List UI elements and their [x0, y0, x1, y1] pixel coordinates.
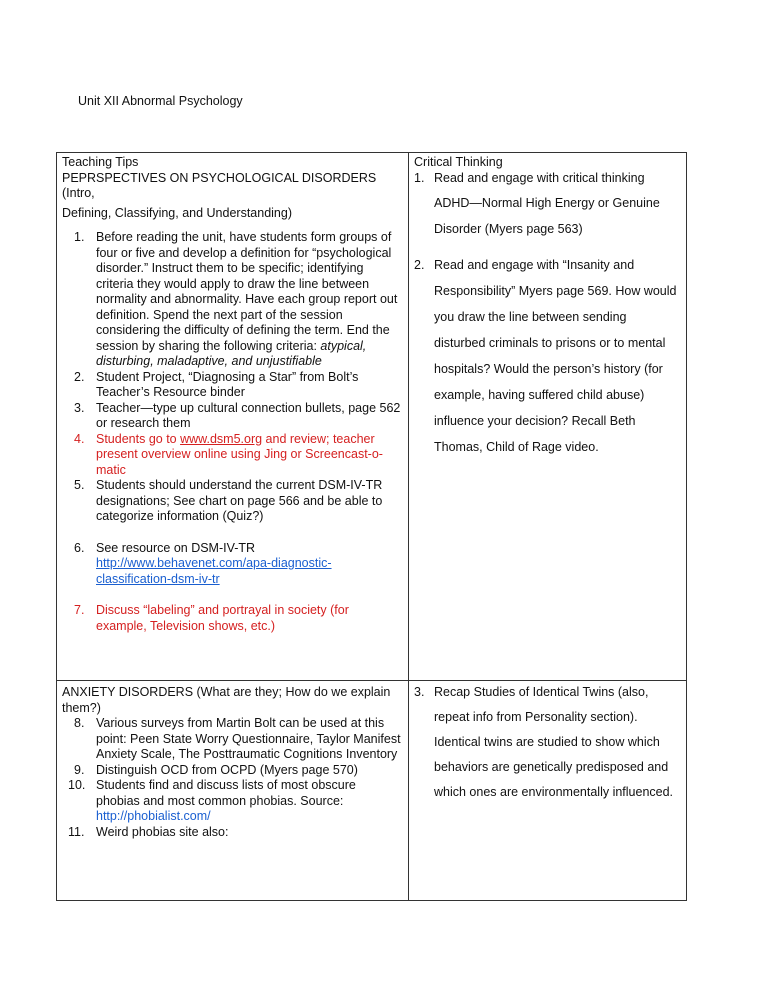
list-item: 2. Student Project, “Diagnosing a Star” from Bolt’s Teacher’s Resource binder [74, 369, 359, 399]
unit-table [56, 152, 687, 901]
anxiety-tips-cell [57, 681, 409, 901]
list-item: 1. Read and engage with critical thinking ADHD—Normal High Energy or Genuine Disorder (Myers page 563) [414, 170, 660, 236]
table-row [57, 681, 687, 901]
list-item: 5. Students should understand the current DSM-IV-TR designations; See chart on page 566 and be able to categorize information (Quiz?) [74, 478, 383, 523]
critical-thinking-cell [409, 153, 687, 681]
list-item: 8. Various surveys from Martin Bolt can be used at this point: Peen State Worry Questionnaire, Taylor Manifest Anxiety Scale, The Posttraumatic Cognitions Inventory [74, 716, 401, 761]
critical-thinking-list [414, 171, 681, 461]
anxiety-tips-list [62, 716, 403, 840]
teaching-tips-header: Teaching Tips [62, 155, 139, 169]
list-item: 10. Students find and discuss lists of most obscure phobias and most common phobias. Source: http://phobialist.com/ [68, 778, 356, 823]
list-item: 1. Before reading the unit, have students form groups of four or five and develop a definition for “psychological disorder.” Instruct them to be specific; identifying criteria they would apply to draw the line between normality and abnormality. Have each group report out definition. Spend the next part of the session considering the difficulty of defining the term. End the session by sharing the following criteria: atypical, disturbing, maladaptive, and unjustifiable [74, 230, 398, 368]
phobialist-link[interactable]: http://phobialist.com/ [96, 809, 211, 823]
teaching-tips-list [62, 230, 403, 634]
list-item: 7. Discuss “labeling” and portrayal in society (for example, Television shows, etc.) [74, 603, 349, 633]
section-heading-perspectives-cont: Defining, Classifying, and Understanding) [62, 205, 292, 220]
section-heading-anxiety: ANXIETY DISORDERS (What are they; How do we explain them?) [62, 685, 391, 715]
teaching-tips-cell [57, 153, 409, 681]
list-item: 4. Students go to www.dsm5.org and review; teacher present overview online using Jing or Screencast-o-matic [74, 431, 383, 477]
list-item: 6. See resource on DSM-IV-TR http://www.behavenet.com/apa-diagnostic-classification-dsm-iv-tr [74, 540, 332, 586]
critical-thinking-list-2 [414, 680, 681, 805]
list-item: 3. Recap Studies of Identical Twins (also, repeat info from Personality section). Identical twins are studied to show which behaviors are genetically predisposed and which ones are environmentally influenced. [414, 685, 674, 799]
critical-thinking-cell-2 [409, 681, 687, 901]
section-heading-perspectives: PEPRSPECTIVES ON PSYCHOLOGICAL DISORDERS (Intro, [62, 170, 377, 200]
critical-thinking-header: Critical Thinking [414, 155, 503, 169]
list-item: 9. Distinguish OCD from OCPD (Myers page 570) [74, 762, 358, 777]
behavenet-link[interactable]: http://www.behavenet.com/apa-diagnostic-classification-dsm-iv-tr [96, 556, 332, 586]
table-row [57, 153, 687, 681]
list-item: 3. Teacher—type up cultural connection bullets, page 562 or research them [74, 400, 401, 430]
dsm5-link[interactable]: www.dsm5.org [180, 431, 263, 446]
list-item: 11. Weird phobias site also: [68, 824, 229, 839]
list-item: 2. Read and engage with “Insanity and Responsibility” Myers page 569. How would you draw the line between sending disturbed criminals to prisons or to mental hospitals? Would the person’s history (for example, having suffered child abuse) influence your decision? Recall Beth Thomas, Child of Rage video. [414, 258, 677, 454]
document-title: Unit XII Abnormal Psychology [78, 94, 243, 108]
